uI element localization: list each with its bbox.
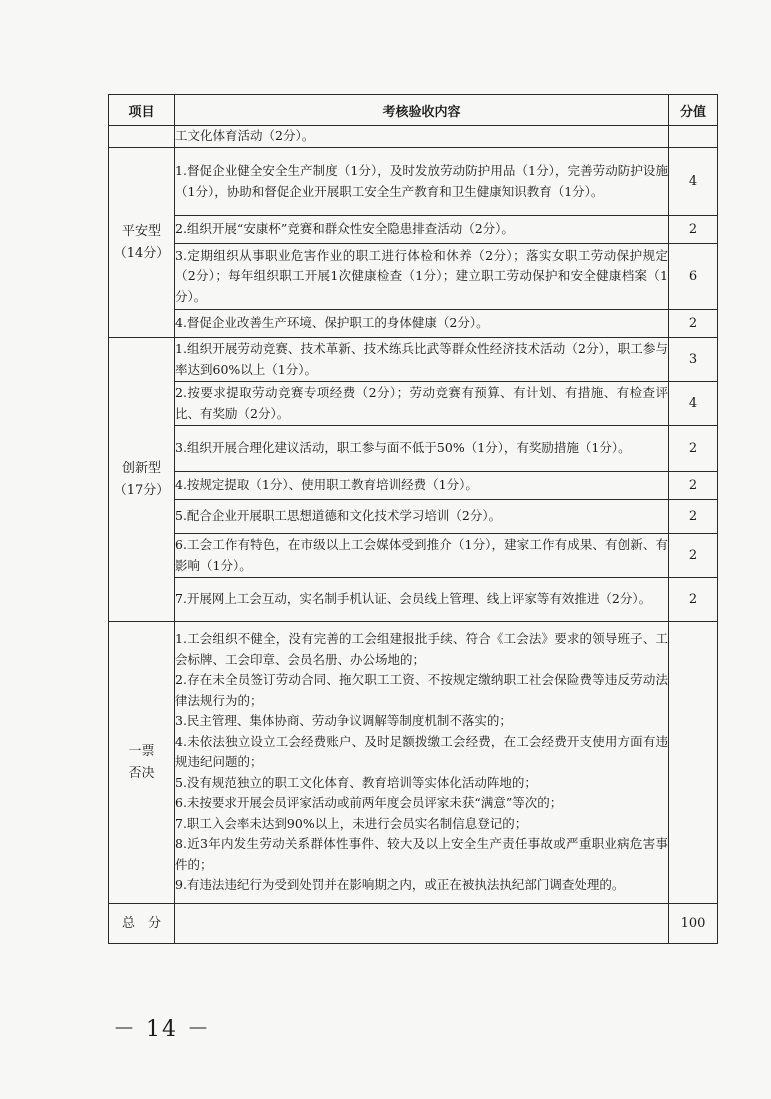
category-points: （17分）	[113, 482, 170, 498]
score-cell: 2	[669, 426, 718, 472]
table-row	[109, 382, 718, 426]
category-veto	[109, 622, 175, 904]
table-row	[109, 426, 718, 472]
content-cell: 4.按规定提取（1分）、使用职工教育培训经费（1分）。	[175, 472, 669, 500]
table-row	[109, 338, 718, 382]
content-cell: 1.督促企业健全安全生产制度（1分），及时发放劳动防护用品（1分），完善劳动防护设施（1分），协助和督促企业开展职工安全生产教育和卫生健康知识教育（1分）。	[175, 148, 669, 216]
header-item: 项目	[109, 95, 175, 126]
table-row	[109, 534, 718, 578]
total-content	[175, 904, 669, 944]
table-row	[109, 500, 718, 534]
table-row	[109, 310, 718, 338]
category-name: 创新型	[121, 460, 161, 476]
category-name-line1: 一票	[128, 743, 155, 759]
total-label: 总 分	[109, 904, 175, 944]
table-row	[109, 148, 718, 216]
total-row	[109, 904, 718, 944]
total-score: 100	[669, 904, 718, 944]
content-cell: 1.组织开展劳动竞赛、技术革新、技术练兵比武等群众性经济技术活动（2分），职工参与率达到60%以上（1分）。	[175, 338, 669, 382]
content-cell: 7.开展网上工会互动，实名制手机认证、会员线上管理、线上评家等有效推进（2分）。	[175, 578, 669, 622]
table-row	[109, 244, 718, 310]
table-row	[109, 578, 718, 622]
score-cell: 2	[669, 216, 718, 244]
list-item: 3.民主管理、集体协商、劳动争议调解等制度机制不落实的；	[175, 713, 512, 729]
score-cell: 2	[669, 578, 718, 622]
list-item: 2.存在未全员签订劳动合同、拖欠职工工资、不按规定缴纳职工社会保险费等违反劳动法律法规行为的；	[175, 672, 668, 708]
content-cell: 5.配合企业开展职工思想道德和文化技术学习培训（2分）。	[175, 500, 669, 534]
content-cell: 2.组织开展“安康杯”竞赛和群众性安全隐患排查活动（2分）。	[175, 216, 669, 244]
category-innovation	[109, 338, 175, 622]
table-row	[109, 126, 718, 148]
assessment-table	[108, 94, 718, 944]
list-item: 5.没有规范独立的职工文化体育、教育培训等实体化活动阵地的；	[175, 774, 537, 790]
table-header-row	[109, 95, 718, 126]
category-name-line2: 否决	[128, 765, 155, 781]
header-content: 考核验收内容	[175, 95, 669, 126]
score-cell: 2	[669, 500, 718, 534]
table-row	[109, 216, 718, 244]
score-cell	[669, 622, 718, 904]
score-cell: 2	[669, 310, 718, 338]
table-row	[109, 472, 718, 500]
list-item: 4.未依法独立设立工会经费账户、及时足额拨缴工会经费，在工会经费开支使用方面有违规违纪问题的；	[175, 733, 668, 770]
category-points: （14分）	[113, 245, 170, 261]
category-safety	[109, 148, 175, 338]
list-item: 7.职工入会率未达到90%以上，未进行会员实名制信息登记的；	[175, 815, 528, 831]
list-item: 8.近3年内发生劳动关系群体性事件、较大及以上安全生产责任事故或严重职业病危害事件的；	[175, 836, 668, 872]
header-score: 分值	[669, 95, 718, 126]
content-cell: 3.定期组织从事职业危害作业的职工进行体检和休养（2分）；落实女职工劳动保护规定（2分）；每年组织职工开展1次健康检查（1分）；建立职工劳动保护和安全健康档案（1分）。	[175, 244, 669, 310]
content-cell: 2.按要求提取劳动竞赛专项经费（2分）；劳动竞赛有预算、有计划、有措施、有检查评比、有奖励（2分）。	[175, 382, 669, 426]
score-cell: 2	[669, 534, 718, 578]
list-item: 9.有违法违纪行为受到处罚并在影响期之内，或正在被执法执纪部门调查处理的。	[175, 877, 625, 893]
content-cell: 3.组织开展合理化建议活动，职工参与面不低于50%（1分），有奖励措施（1分）。	[175, 426, 669, 472]
content-cell: 工文化体育活动（2分）。	[175, 126, 669, 148]
category-cell-empty	[109, 126, 175, 148]
page-number: － 14 －	[113, 1017, 211, 1042]
category-name: 平安型	[121, 223, 161, 239]
content-cell: 6.工会工作有特色，在市级以上工会媒体受到推介（1分），建家工作有成果、有创新、有影响（1分）。	[175, 534, 669, 578]
score-cell: 4	[669, 148, 718, 216]
content-cell: 4.督促企业改善生产环境、保护职工的身体健康（2分）。	[175, 310, 669, 338]
list-item: 1.工会组织不健全，没有完善的工会组建报批手续、符合《工会法》要求的领导班子、工会标牌、工会印章、会员名册、办公场地的；	[175, 631, 668, 667]
list-item: 6.未按要求开展会员评家活动或前两年度会员评家未获“满意”等次的；	[175, 795, 563, 811]
veto-list	[175, 622, 669, 904]
score-cell	[669, 126, 718, 148]
score-cell: 2	[669, 472, 718, 500]
score-cell: 4	[669, 382, 718, 426]
table-row	[109, 622, 718, 904]
score-cell: 6	[669, 244, 718, 310]
score-cell: 3	[669, 338, 718, 382]
